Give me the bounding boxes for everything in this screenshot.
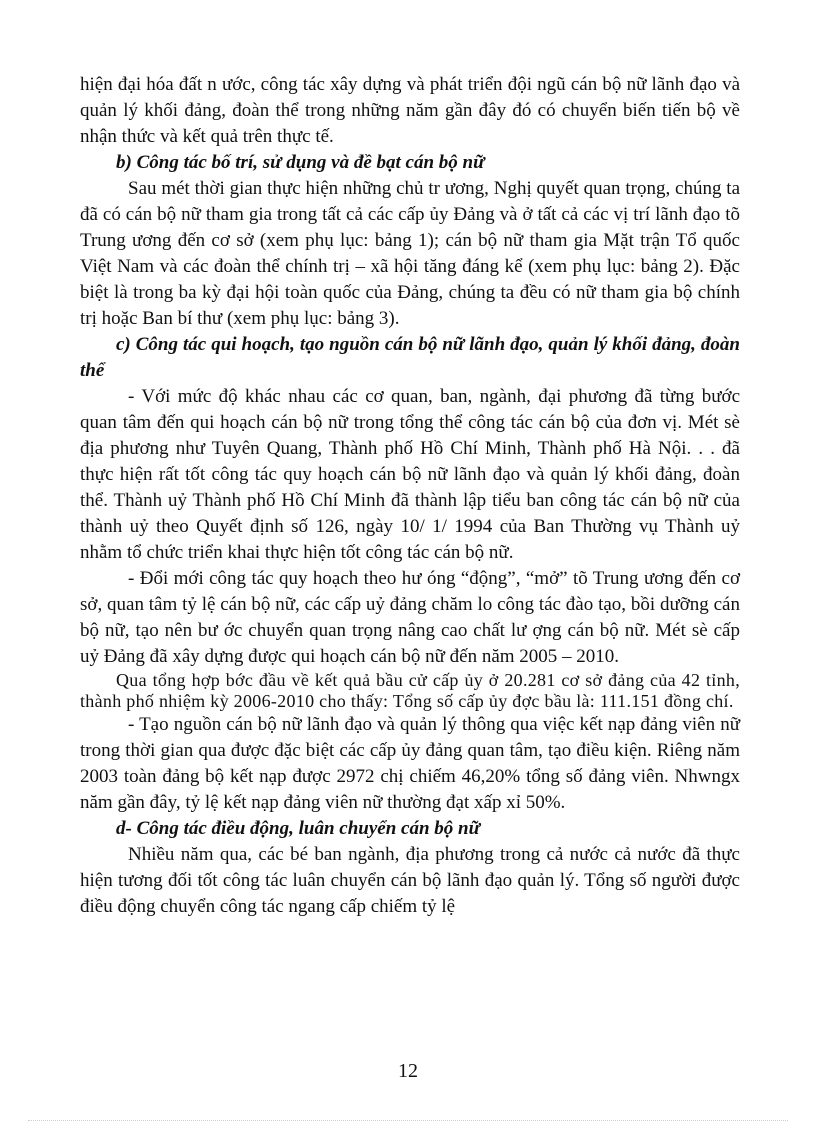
section-heading-d: d- Công tác điều động, luân chuyển cán bộ nữ — [116, 818, 480, 839]
paragraph-renovation: - Đổi mới công tác quy hoạch theo hư óng “động”, “mở” tõ Trung ương đến cơ sở, quan tâm tỷ lệ cán bộ nữ, các cấp uỷ đảng chăm lo công tác đào tạo, bồi dưỡng cán bộ nữ, tạo nên bư ớc chuyển quan trọng nâng cao chất lư ợng cán bộ nữ. Mét sè cấp uỷ Đảng đã xây dựng được qui hoạch cán bộ nữ đến năm 2005 – 2010. — [80, 568, 740, 667]
paragraph-planning: - Với mức độ khác nhau các cơ quan, ban, ngành, đại phương đã từng bước quan tâm đến qui hoạch cán bộ nữ trong tổng thể công tác cán bộ của đơn vị. Mét sè địa phương như Tuyên Quang, Thành phố Hồ Chí Minh, Thành phố Hà Nội. . . đã thực hiện rất tốt công tác quy hoạch cán bộ nữ lãnh đạo và quản lý khối đảng, đoàn thể. Thành uỷ Thành phố Hồ Chí Minh đã thành lập tiểu ban công tác cán bộ nữ của thành uỷ theo Quyết định số 126, ngày 10/ 1/ 1994 của Ban Thường vụ Thành uỷ nhằm tổ chức triển khai thực hiện tốt công tác cán bộ nữ. — [80, 386, 740, 563]
paragraph-recruitment: - Tạo nguồn cán bộ nữ lãnh đạo và quản lý thông qua việc kết nạp đảng viên nữ trong thời gian qua được đặc biệt các cấp ủy đảng quan tâm, tạo điều kiện. Riêng năm 2003 toàn đảng bộ kết nạp được 2972 chị chiếm 46,20% tổng số đảng viên. Nhwngx năm gần đây, tỷ lệ kết nạp đảng viên nữ thường đạt xấp xỉ 50%. — [80, 714, 740, 813]
section-heading-c: c) Công tác qui hoạch, tạo nguồn cán bộ nữ lãnh đạo, quản lý khối đảng, đoàn thể — [80, 334, 740, 381]
paragraph-rotation: Nhiều năm qua, các bé ban ngành, địa phương trong cả nước cả nước đã thực hiện tương đối tốt công tác luân chuyển cán bộ lãnh đạo quản lý. Tổng số người được điều động chuyển công tác ngang cấp chiếm tỷ lệ — [80, 844, 740, 917]
paragraph-election-results: Qua tổng hợp bớc đầu về kết quả bầu cử cấp ủy ở 20.281 cơ sở đảng của 42 tỉnh, thành phố nhiệm kỳ 2006-2010 cho thấy: Tổng số cấp ủy đợc bầu là: 111.151 đồng chí. — [80, 670, 740, 711]
page-number: 12 — [398, 1060, 418, 1082]
page-bottom-divider — [28, 1120, 788, 1121]
paragraph-intro: hiện đại hóa đất n ước, công tác xây dựng và phát triển đội ngũ cán bộ nữ lãnh đạo và quản lý khối đảng, đoàn thể trong những năm gần đây đó có chuyển biến tiến bộ về nhận thức và kết quả trên thực tế. — [80, 74, 740, 147]
document-body — [80, 72, 740, 920]
section-heading-b: b) Công tác bố trí, sử dụng và đề bạt cán bộ nữ — [116, 152, 485, 173]
paragraph-section-b: Sau mét thời gian thực hiện những chủ tr ương, Nghị quyết quan trọng, chúng ta đã có cán bộ nữ tham gia trong tất cả các cấp ủy Đảng và ở tất cả các vị trí lãnh đạo tõ Trung ương đến cơ sở (xem phụ lục: bảng 1); cán bộ nữ tham gia Mặt trận Tổ quốc Việt Nam và các đoàn thể chính trị – xã hội tăng đáng kể (xem phụ lục: bảng 2). Đặc biệt là trong ba kỳ đại hội toàn quốc của Đảng, chúng ta đều có nữ tham gia bộ chính trị hoặc Ban bí thư (xem phụ lục: bảng 3). — [80, 178, 740, 329]
